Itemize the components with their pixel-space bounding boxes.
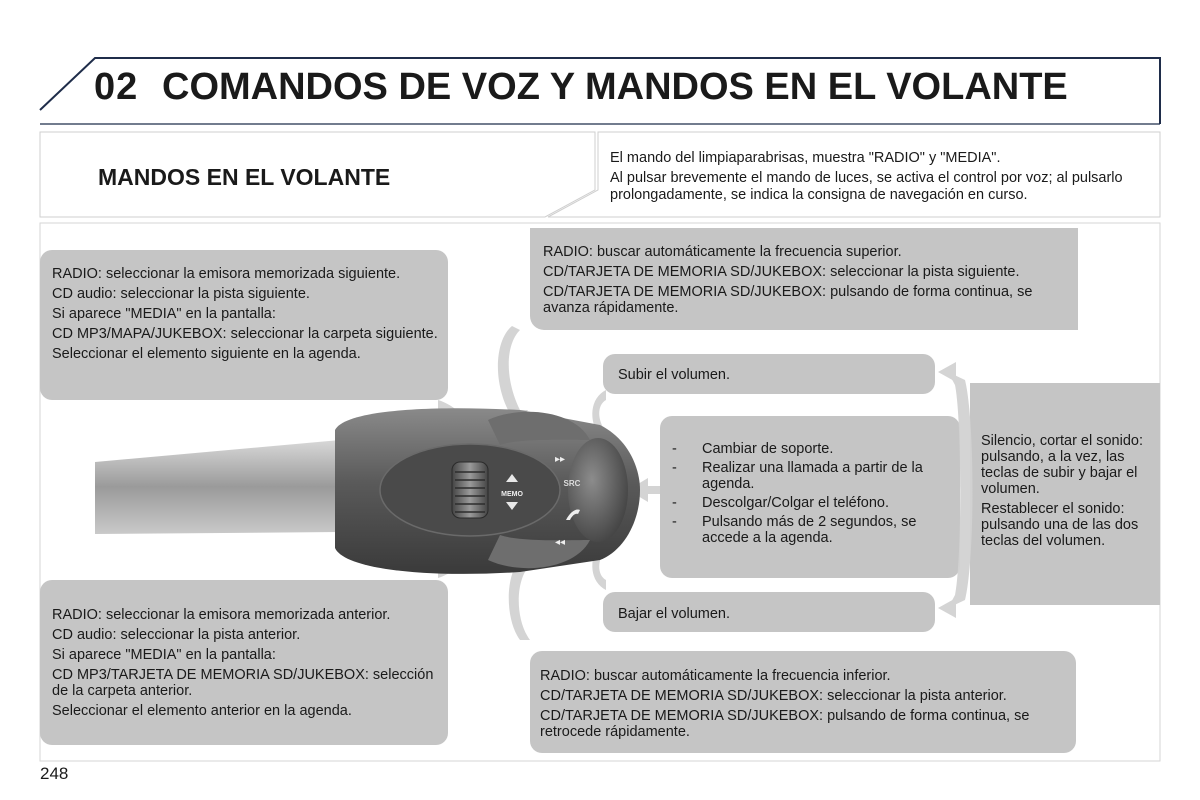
callout-previous-line: Si aparece "MEDIA" en la pantalla: bbox=[52, 647, 276, 663]
callout-next-line: CD audio: seleccionar la pista siguiente. bbox=[52, 286, 310, 302]
volume-down-text: Bajar el volumen. bbox=[618, 606, 731, 622]
chapter-number: 02 bbox=[94, 66, 139, 108]
page-number: 248 bbox=[40, 764, 69, 783]
callout-previous-line: CD audio: seleccionar la pista anterior. bbox=[52, 627, 301, 643]
callout-seek-down-line: CD/TARJETA DE MEMORIA SD/JUKEBOX: pulsando de forma continua, se retrocede rápidamente. bbox=[540, 708, 1030, 740]
callout-seek-down-line: RADIO: buscar automáticamente la frecuencia inferior. bbox=[540, 668, 891, 684]
memo-label: MEMO bbox=[501, 491, 523, 498]
intro-line-2: Al pulsar brevemente el mando de luces, se activa el control por voz; al pulsarlo prolongadamente, se indica la consigna de navegación en curso. bbox=[610, 170, 1123, 203]
list-item: - Cambiar de soporte. bbox=[672, 441, 834, 457]
src-label: SRC bbox=[563, 479, 581, 488]
list-item: - Realizar una llamada a partir de la agenda. bbox=[672, 460, 923, 492]
section-subtitle: MANDOS EN EL VOLANTE bbox=[98, 164, 391, 190]
volume-up-text: Subir el volumen. bbox=[618, 367, 731, 383]
callout-previous-line: Seleccionar el elemento anterior en la agenda. bbox=[52, 703, 352, 719]
list-item: - Descolgar/Colgar el teléfono. bbox=[672, 495, 889, 511]
callout-previous-text bbox=[52, 607, 442, 723]
callout-seek-up-text bbox=[543, 244, 1073, 320]
callout-mute-line: Silencio, cortar el sonido: pulsando, a la vez, las teclas de subir y bajar el volumen. bbox=[981, 433, 1143, 497]
callout-center-text bbox=[672, 441, 952, 549]
callout-next-line: RADIO: seleccionar la emisora memorizada siguiente. bbox=[52, 266, 401, 282]
callout-previous-line: RADIO: seleccionar la emisora memorizada anterior. bbox=[52, 607, 391, 623]
list-item: - Pulsando más de 2 segundos, se accede a la agenda. bbox=[672, 514, 917, 546]
callout-seek-up-line: CD/TARJETA DE MEMORIA SD/JUKEBOX: pulsando de forma continua, se avanza rápidamente. bbox=[543, 284, 1033, 316]
rewind-icon: ◂◂ bbox=[554, 537, 566, 548]
callout-next-line: CD MP3/MAPA/JUKEBOX: seleccionar la carpeta siguiente. bbox=[52, 326, 438, 342]
callout-next-line: Seleccionar el elemento siguiente en la agenda. bbox=[52, 346, 361, 362]
callout-mute-line: Restablecer el sonido: pulsando una de las dos teclas del volumen. bbox=[981, 501, 1139, 549]
chapter-title: COMANDOS DE VOZ Y MANDOS EN EL VOLANTE bbox=[162, 66, 1068, 108]
callout-mute-text bbox=[981, 433, 1156, 553]
intro-line-1: El mando del limpiaparabrisas, muestra "RADIO" y "MEDIA". bbox=[610, 150, 1001, 166]
callout-next-line: Si aparece "MEDIA" en la pantalla: bbox=[52, 306, 276, 322]
callout-previous-line: CD MP3/TARJETA DE MEMORIA SD/JUKEBOX: selección de la carpeta anterior. bbox=[52, 667, 434, 699]
callout-seek-up-line: RADIO: buscar automáticamente la frecuencia superior. bbox=[543, 244, 902, 260]
callout-seek-up-line: CD/TARJETA DE MEMORIA SD/JUKEBOX: seleccionar la pista siguiente. bbox=[543, 264, 1020, 280]
callout-seek-down-line: CD/TARJETA DE MEMORIA SD/JUKEBOX: seleccionar la pista anterior. bbox=[540, 688, 1007, 704]
fast-forward-icon: ▸▸ bbox=[554, 454, 566, 465]
callout-next-text bbox=[52, 266, 442, 366]
callout-seek-down-text bbox=[540, 668, 1070, 744]
